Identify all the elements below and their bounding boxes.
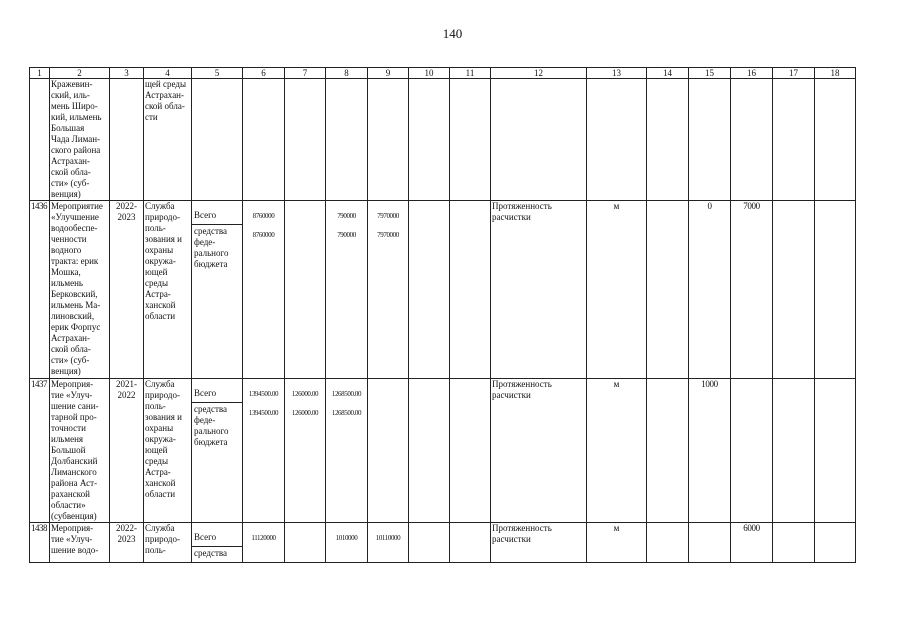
col-header: 16	[731, 68, 773, 79]
years-cell: 2022- 2023	[110, 201, 144, 379]
col15-cell: 0	[689, 201, 731, 379]
col16-cell: 6000	[731, 523, 773, 563]
source-federal: средства феде- рального бюджета	[192, 224, 242, 270]
amount-total: 790000	[337, 212, 356, 220]
unit-cell: м	[587, 379, 647, 523]
amount-total	[285, 523, 325, 533]
amount-federal: 7970000	[377, 231, 399, 239]
funding-source-cell	[192, 379, 243, 523]
table-row	[30, 523, 856, 563]
col14-cell	[647, 201, 689, 379]
col15-cell	[689, 523, 731, 563]
col9-cell	[368, 523, 409, 563]
amount-federal	[368, 389, 408, 397]
col-header: 14	[647, 68, 689, 79]
indicator-cell: Протяженность расчистки	[491, 523, 587, 563]
col16-cell	[731, 379, 773, 523]
table-row	[30, 201, 856, 379]
executor-cell: Служба природо- поль- зования и охраны окружа- ющей среды Астра- ханской области	[144, 379, 192, 523]
col18-cell	[815, 523, 856, 563]
amount-total: 11120000	[251, 534, 276, 542]
indicator-cell: Протяженность расчистки	[491, 379, 587, 523]
col-header: 18	[815, 68, 856, 79]
col-header: 10	[409, 68, 450, 79]
col-header: 8	[326, 68, 368, 79]
amount-total: 1010000	[335, 534, 358, 542]
unit-cell: м	[587, 201, 647, 379]
years-cell: 2022- 2023	[110, 523, 144, 563]
col-header: 5	[192, 68, 243, 79]
col15-cell: 1000	[689, 379, 731, 523]
col17-cell	[773, 379, 815, 523]
col-header: 13	[587, 68, 647, 79]
amount-total: 10110000	[375, 534, 401, 542]
page-number: 140	[442, 26, 463, 41]
col7-cell	[285, 379, 326, 523]
executor-cell: щей среды Астрахан- ской обла- сти	[144, 79, 192, 201]
column-number-row	[30, 68, 856, 79]
amount-federal: 8760000	[252, 231, 275, 239]
source-total: Всего	[194, 388, 217, 398]
source-total: Всего	[194, 210, 217, 220]
source-federal: средства	[192, 546, 242, 559]
col-header: 4	[144, 68, 192, 79]
col8-cell	[326, 379, 368, 523]
col6-cell	[243, 201, 285, 379]
amount-federal: 790000	[337, 231, 356, 239]
unit-cell: м	[587, 523, 647, 563]
col8-cell	[326, 201, 368, 379]
amount-total: 1268500.00	[331, 390, 362, 398]
col7-cell	[285, 523, 326, 563]
col9-cell	[368, 201, 409, 379]
col-header: 17	[773, 68, 815, 79]
program-table	[29, 67, 856, 563]
col-header: 3	[110, 68, 144, 79]
col17-cell	[773, 523, 815, 563]
executor-cell: Служба природо- поль- зования и охраны окружа- ющей среды Астра- ханской области	[144, 201, 192, 379]
measure-name-cell: Кражевин- ский, иль- мень Широ- кий, ильмень Большая Чада Лиман- ского района Астрахан- ской обла- сти» (суб- венция)	[50, 79, 110, 201]
row-number: 1438	[30, 523, 50, 563]
col9-cell	[368, 379, 409, 523]
amount-total	[285, 201, 325, 211]
col18-cell	[815, 201, 856, 379]
amount-total: 7970000	[377, 212, 399, 220]
source-total: Всего	[194, 532, 217, 542]
col6-cell	[243, 379, 285, 523]
col7-cell	[285, 201, 326, 379]
measure-name-cell: Мероприя- тие «Улуч- шение сани- тарной про- точности ильменя Большой Долбанский Лиманского района Аст- раханской области» (субвенция)	[50, 379, 110, 523]
col17-cell	[773, 201, 815, 379]
col-header: 1	[30, 68, 50, 79]
table-row-continuation	[30, 79, 856, 201]
col8-cell	[326, 523, 368, 563]
measure-name-cell: Мероприя- тие «Улуч- шение водо-	[50, 523, 110, 563]
col-header: 11	[450, 68, 491, 79]
col-header: 6	[243, 68, 285, 79]
col16-cell: 7000	[731, 201, 773, 379]
indicator-cell: Протяженность расчистки	[491, 201, 587, 379]
measure-name-cell: Мероприятие «Улучшение водообеспе- ченности водного тракта: ерик Мошка, ильмень Берковский, ильмень Ма- линовский, ерик Форпус Астрахан- ской обла- сти» (суб- венция)	[50, 201, 110, 379]
amount-federal: 1268500.00	[331, 409, 362, 417]
executor-cell: Служба природо- поль-	[144, 523, 192, 563]
funding-source-cell	[192, 523, 243, 563]
col-header: 2	[50, 68, 110, 79]
amount-total: 8760000	[252, 212, 275, 220]
col14-cell	[647, 523, 689, 563]
amount-total	[368, 379, 408, 389]
col18-cell	[815, 379, 856, 523]
col-header: 15	[689, 68, 731, 79]
col-header: 12	[491, 68, 587, 79]
years-cell: 2021- 2022	[110, 379, 144, 523]
funding-source-cell	[192, 201, 243, 379]
amount-total: 126000.00	[291, 390, 319, 398]
row-number: 1437	[30, 379, 50, 523]
amount-federal: 126000.00	[291, 409, 319, 417]
col6-cell	[243, 523, 285, 563]
amount-federal: 1394500.00	[248, 409, 279, 417]
table-row	[30, 379, 856, 523]
col-header: 9	[368, 68, 409, 79]
row-number: 1436	[30, 201, 50, 379]
col14-cell	[647, 379, 689, 523]
source-federal: средства феде- рального бюджета	[192, 402, 242, 448]
col-header: 7	[285, 68, 326, 79]
amount-federal	[285, 211, 325, 219]
amount-total: 1394500.00	[248, 390, 279, 398]
